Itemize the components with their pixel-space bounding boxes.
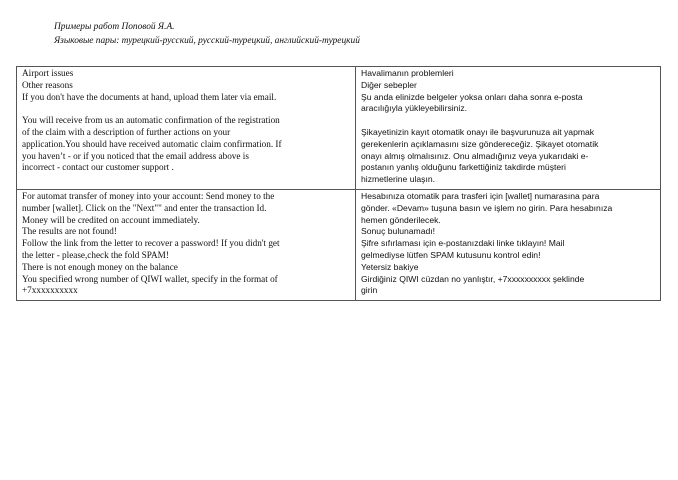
text-line: aracılığıyla yükleyebilirsiniz. [361,103,468,114]
text-line: you haven’t - or if you noticed that the email address above is [22,150,249,161]
table-row [17,189,661,300]
text-line: the letter - please,check the fold SPAM! [22,249,169,260]
text-line: For automat transfer of money into your account: Send money to the [22,190,275,201]
text-line: Havalimanın problemleri [361,68,454,78]
table-row [17,67,661,190]
translation-table [16,66,661,301]
text-line: of the claim with a description of further actions on your [22,126,231,137]
text-line: There is not enough money on the balance [22,261,178,272]
text-line: Şikayetinizin kayıt otomatik onayı ile başvurunuza ait yapmak [361,126,595,137]
text-line: Other reasons [22,79,73,90]
language-pairs: Языковые пары: турецкий-русский, русский-турецкий, английский-турецкий [54,36,360,46]
text-line: +7xxxxxxxxxx [22,285,78,296]
text-line: incorrect - contact our customer support . [22,162,174,173]
text-line: hizmetlerine ulaşın. [361,174,436,185]
text-line: You specified wrong number of QIWI wallet, specify in the format of [22,273,278,284]
text-line: Yetersiz bakiye [361,261,419,272]
text-line: Girdiğiniz QIWI cüzdan no yanlıştır, +7xxxxxxxxxx şeklinde [361,273,585,284]
text-line: Şifre sıfırlaması için e-postanızdaki linke tıklayın! Mail [361,238,565,249]
text-line: Şu anda elinizde belgeler yoksa onları daha sonra e-posta [361,91,583,102]
text-line: If you don't have the documents at hand, upload them later via email. [22,91,277,102]
source-cell-english [17,189,356,300]
text-line: Hesabınıza otomatik para trasferi için [wallet] numarasına para [361,190,600,201]
text-line: Follow the link from the letter to recover a password! If you didn't get [22,238,280,249]
text-line: Sonuç bulunamadı! [361,226,436,237]
author-title: Примеры работ Поповой Я.А. [54,22,175,32]
text-line: You will receive from us an automatic confirmation of the registration [22,115,280,126]
source-cell-english [17,67,356,190]
text-line: girin [361,285,378,296]
text-line: Money will be credited on account immediately. [22,214,200,225]
text-line: Diğer sebepler [361,79,417,90]
text-line: gönder. «Devam» tuşuna basın ve işlem no girin. Para hesabınıza [361,202,613,213]
blank-line [22,103,351,115]
text-line: hemen gönderilecek. [361,214,441,225]
text-line: Airport issues [22,68,74,78]
target-cell-turkish [356,189,661,300]
text-line: number [wallet]. Click on the "Next"" and enter the transaction Id. [22,202,267,213]
text-line: The results are not found! [22,226,117,237]
text-line: onayı almış olmalısınız. Onu almadığınız veya yukarıdaki e- [361,150,589,161]
text-line: application.You should have received automatic claim confirmation. If [22,138,282,149]
target-cell-turkish [356,67,661,190]
text-line: gelmediyse lütfen SPAM kutusunu kontrol edin! [361,249,541,260]
text-line: postanın yanlış olduğunu farkettiğiniz takdirde müşteri [361,162,566,173]
blank-line [361,115,656,127]
text-line: gerekenlerin açıklamasını size göndereceğiz. Şikayet otomatik [361,138,599,149]
document-header [54,20,360,48]
